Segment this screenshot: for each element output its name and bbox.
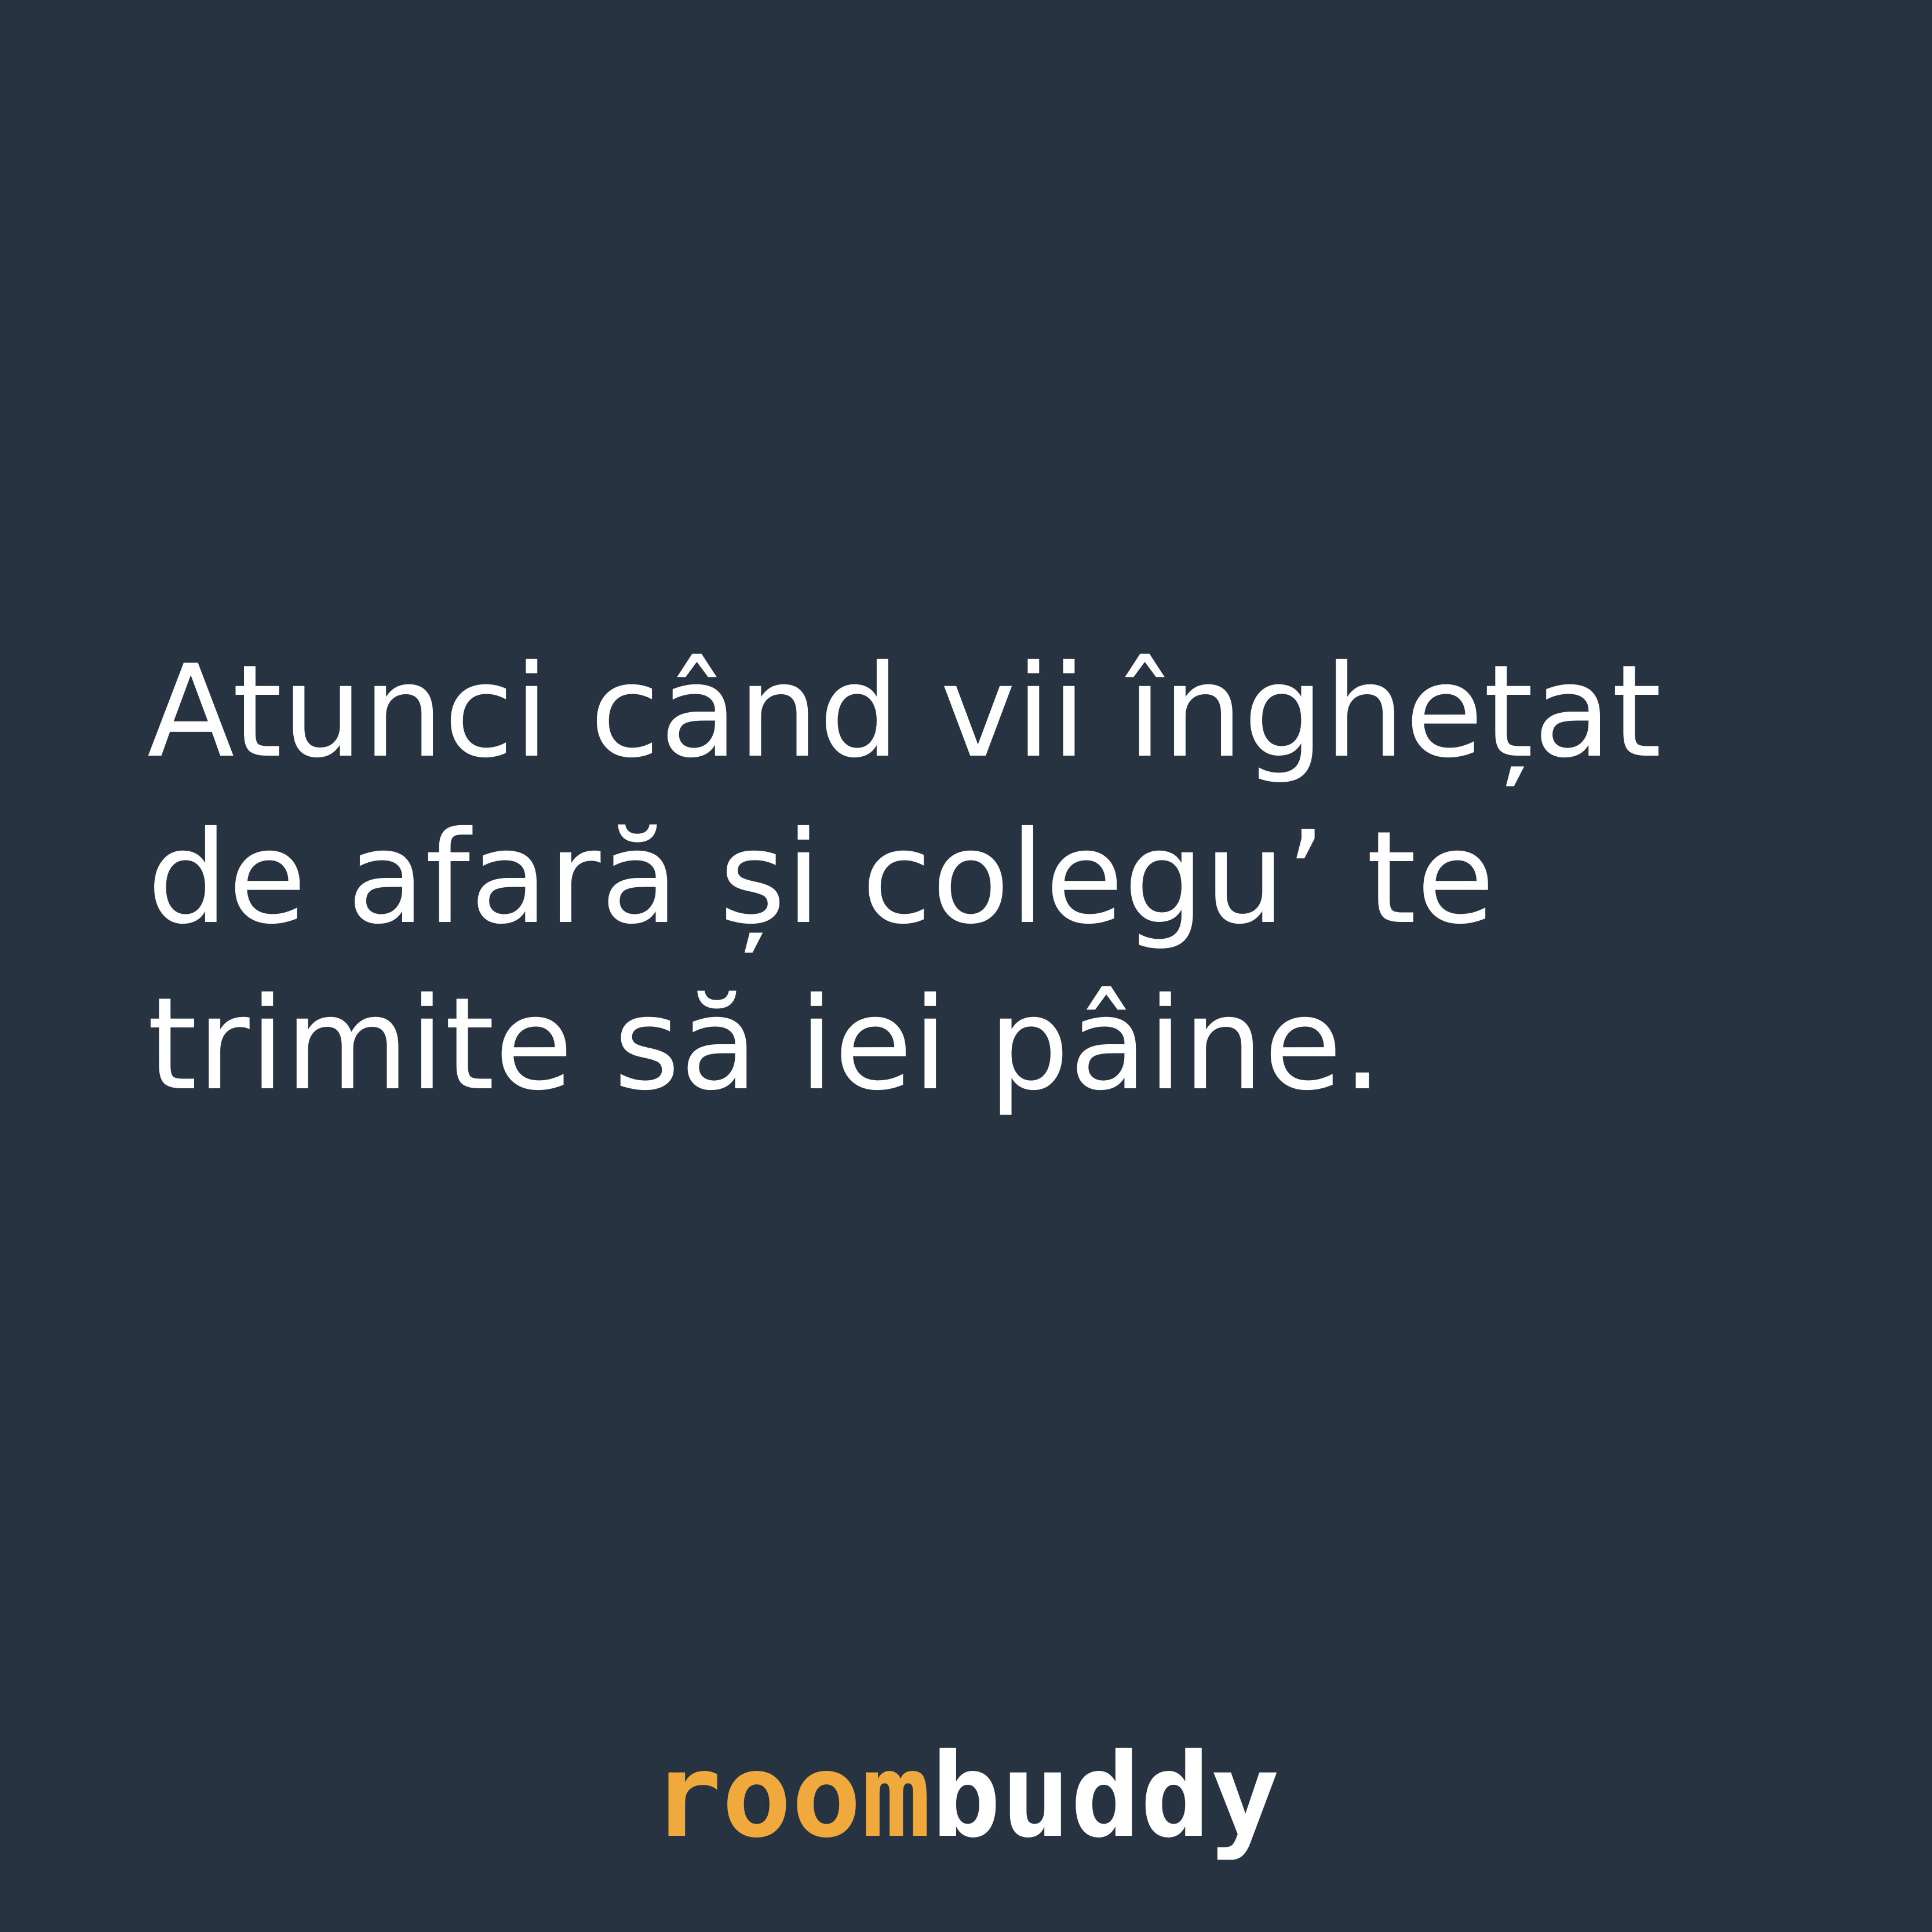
roombuddy-logo xyxy=(0,1729,1932,1864)
quote-line-2: de afară și colegu’ te xyxy=(147,804,1495,952)
logo-buddy-text: buddy xyxy=(931,1729,1280,1864)
logo-room-text: room xyxy=(652,1729,931,1864)
quote-line-3: trimite să iei pâine. xyxy=(147,970,1383,1118)
quote-line-1: Atunci când vii înghețat xyxy=(147,637,1662,786)
quote-text xyxy=(147,629,1828,1128)
